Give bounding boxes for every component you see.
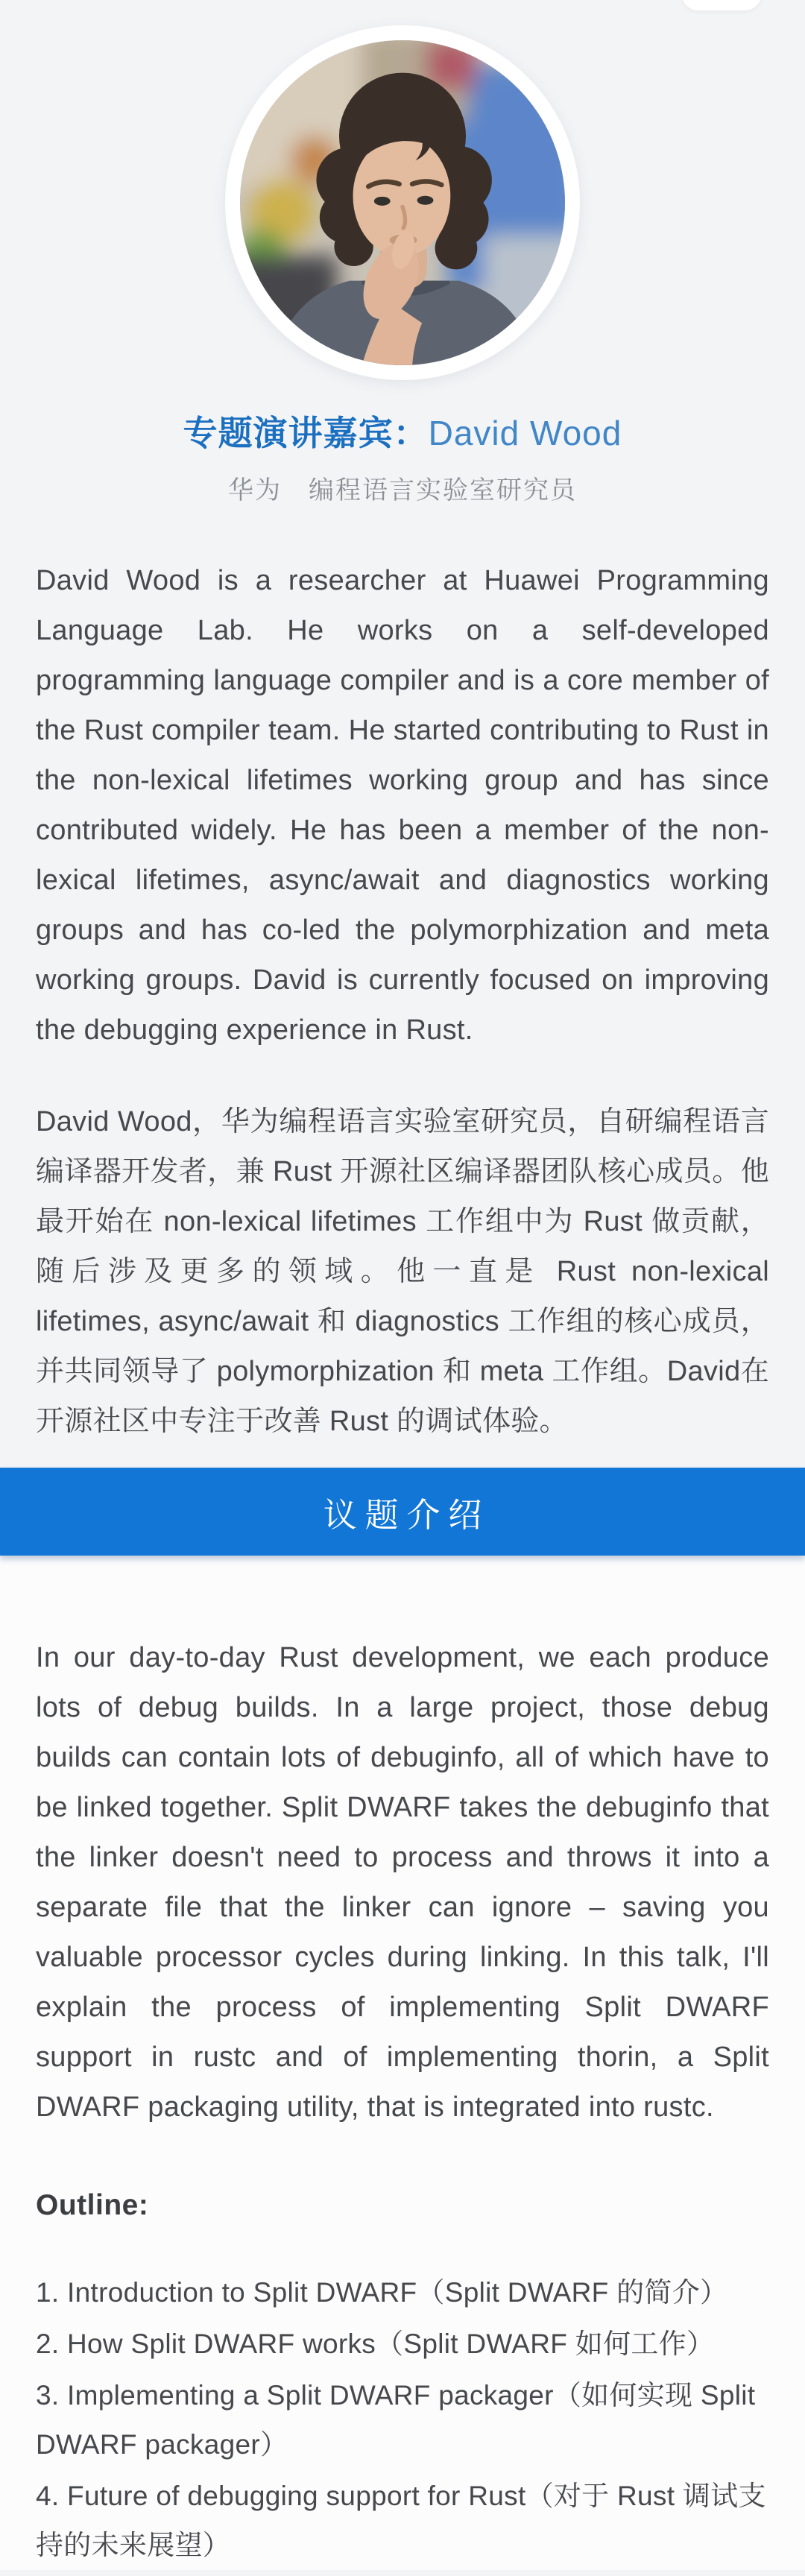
speaker-title-prefix: 专题演讲嘉宾：: [183, 414, 429, 452]
topic-banner: [0, 1468, 805, 1556]
speaker-photo-illustration: [240, 40, 565, 365]
top-right-blob: [681, 0, 762, 10]
speaker-subtitle: 华为 编程语言实验室研究员: [228, 476, 577, 505]
speaker-avatar-wrap: [0, 25, 805, 380]
outline-item: 3. Implementing a Split DWARF packager（如何实现 Split DWARF packager）: [36, 2380, 756, 2460]
outline-list: [36, 2268, 769, 2570]
speaker-bio-zh: David Wood，华为编程语言实验室研究员，自研编程语言编译器开发者，兼 Rust 开源社区编译器团队核心成员。他最开始在 non-lexical lifetimes 工作组中为 Rust 做贡献，随后涉及更多的领域。他一直是 Rust non-lexical lifetimes, async/await 和 diagnostics 工作组的核心成员，并共同领导了 polymorphization 和 meta 工作组。David在开源社区中专注于改善 Rust 的调试体验。: [36, 1106, 769, 1437]
speaker-title-name: David Wood: [428, 414, 622, 452]
topic-abstract: In our day-to-day Rust development, we each produce lots of debug builds. In a large project, those debug builds can contain lots of debuginfo, all of which have to be linked together. Split DWARF takes the debuginfo that the linker doesn't need to process and throws it into a separate file that the linker can ignore – saving you valuable processor cycles during linking. In this talk, I'll explain the process of implementing Split DWARF support in rustc and of implementing thorin, a Split DWARF packaging utility, that is integrated into rustc.: [36, 1642, 769, 2123]
outline-heading: Outline:: [36, 2189, 149, 2221]
outline-item: 2. How Split DWARF works（Split DWARF 如何工作）: [36, 2329, 715, 2359]
outline-item: 1. Introduction to Split DWARF（Split DWARF 的简介）: [36, 2277, 728, 2308]
speaker-bio-en: David Wood is a researcher at Huawei Programming Language Lab. He works on a self-developed programming language compiler and is a core member of the Rust compiler team. He started contributing to Rust in the non-lexical lifetimes working group and has since contributed widely. He has been a member of the non-lexical lifetimes, async/await and diagnostics working groups and has co-led the polymorphization and meta working groups. David is currently focused on improving the debugging experience in Rust.: [36, 565, 769, 1046]
topic-section: [0, 1556, 805, 2570]
speaker-photo: [225, 25, 580, 380]
outline-item: 4. Future of debugging support for Rust（对于 Rust 调试支持的未来展望）: [36, 2481, 766, 2560]
speaker-title: [0, 411, 805, 455]
topic-banner-label: 议题介绍: [323, 1495, 490, 1534]
